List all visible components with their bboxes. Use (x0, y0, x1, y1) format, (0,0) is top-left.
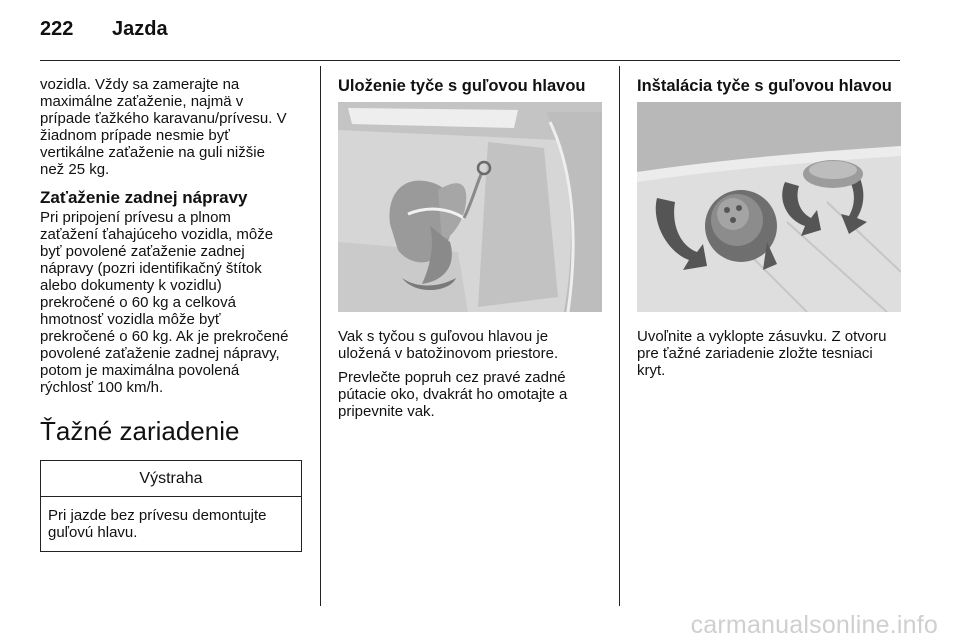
axle-load-heading: Zaťaženie zadnej nápravy (40, 188, 248, 207)
text-line: prípade ťažkého karavanu/prívesu. V (40, 110, 287, 127)
text-line: hmotnosť vozidla môže byť (40, 311, 221, 328)
trunk-bag-illustration (338, 102, 602, 312)
column-divider-1 (320, 66, 321, 606)
text-line: rýchlosť 100 km/h. (40, 379, 164, 396)
text-line: povolené zaťaženie zadnej nápravy, (40, 345, 280, 362)
text-line: Pri jazde bez prívesu demontujte (48, 507, 267, 524)
page-number: 222 (40, 18, 74, 40)
text-line: zaťažení ťahajúceho vozidla, môže (40, 226, 274, 243)
text-line: nápravy (pozri identifikačný štítok (40, 260, 262, 277)
text-line: Prevlečte popruh cez pravé zadné (338, 369, 566, 386)
text-line: prekročené o 60 kg. Ak je prekročené (40, 328, 289, 345)
text-line: než 25 kg. (40, 161, 110, 178)
text-line: vertikálne zaťaženie na guli nižšie (40, 144, 265, 161)
text-line: potom je maximálna povolená (40, 362, 240, 379)
warning-body (41, 497, 301, 551)
text-line: byť povolené zaťaženie zadnej (40, 243, 245, 260)
page-header (40, 18, 168, 48)
text-line: pripevnite vak. (338, 403, 435, 420)
text-line: žiadnom prípade nesmie byť (40, 127, 230, 144)
text-line: pre ťažné zariadenie zložte tesniaci (637, 345, 873, 362)
storage-heading: Uloženie tyče s guľovou hlavou (338, 77, 586, 95)
watermark: carmanualsonline.info (690, 611, 938, 639)
column-divider-2 (619, 66, 620, 606)
section-title: Jazda (112, 18, 168, 40)
intro-paragraph (40, 76, 306, 178)
trunk-bag-drawing (338, 102, 602, 312)
installation-heading: Inštalácia tyče s guľovou hlavou (637, 77, 892, 95)
header-rule (40, 60, 900, 61)
text-line: vozidla. Vždy sa zamerajte na (40, 76, 240, 93)
socket-illustration (637, 102, 901, 312)
towing-heading: Ťažné zariadenie (40, 416, 240, 446)
text-line: prekročené o 60 kg a celková (40, 294, 236, 311)
column-3 (637, 76, 903, 379)
column-2 (338, 76, 602, 420)
column-1 (40, 76, 306, 552)
warning-box (40, 460, 302, 552)
installation-paragraph (637, 328, 903, 379)
warning-title: Výstraha (41, 461, 301, 497)
text-line: alebo dokumenty k vozidlu) (40, 277, 222, 294)
storage-paragraph-2 (338, 369, 602, 420)
storage-paragraph-1 (338, 328, 602, 362)
text-line: maximálne zaťaženie, najmä v (40, 93, 244, 110)
text-line: pútacie oko, dvakrát ho omotajte a (338, 386, 568, 403)
text-line: guľovú hlavu. (48, 524, 138, 541)
axle-load-paragraph (40, 209, 306, 396)
socket-drawing (637, 102, 901, 312)
text-line: Vak s tyčou s guľovou hlavou je (338, 328, 549, 345)
text-line: Pri pripojení prívesu a plnom (40, 209, 231, 226)
text-line: uložená v batožinovom priestore. (338, 345, 559, 362)
text-line: Uvoľnite a vyklopte zásuvku. Z otvoru (637, 328, 887, 345)
text-line: kryt. (637, 362, 666, 379)
